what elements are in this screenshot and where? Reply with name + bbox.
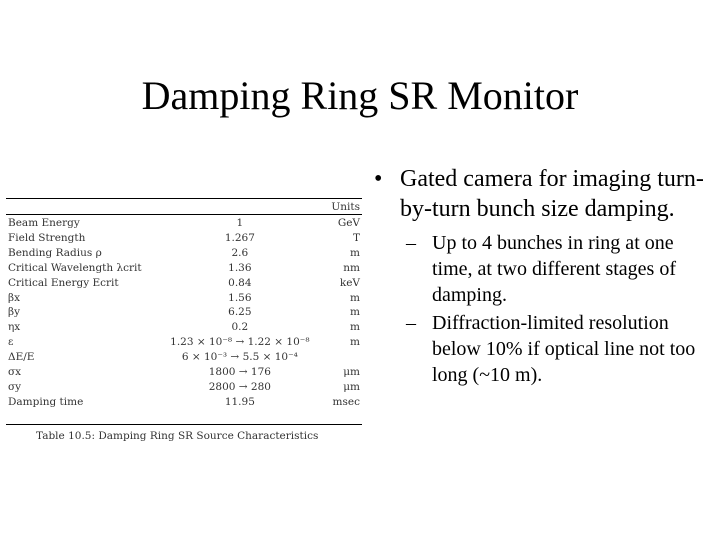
row-value: 2.6 [231,246,249,259]
table-row [6,320,362,335]
row-label: Bending Radius ρ [8,246,102,259]
row-value: 0.84 [228,276,252,289]
row-label: Field Strength [8,231,86,244]
row-unit: m [350,246,360,259]
row-value: 1.267 [224,231,255,244]
bullet-mark: • [374,166,383,192]
row-value: 1 [236,217,244,229]
row-label: Beam Energy [8,217,80,229]
row-unit: m [350,336,360,349]
row-label: Critical Wavelength λcrit [8,261,142,274]
row-value: 6.25 [228,306,252,319]
row-label: ε [8,336,14,349]
bullet-item [368,164,708,224]
table-row [6,276,362,291]
table-header-label [6,200,157,214]
sub-bullet-text: Up to 4 bunches in ring at one time, at two different stages of damping. [432,232,677,306]
table-row [6,214,362,231]
table-row [6,350,362,365]
row-label: βy [8,306,21,319]
table-row [6,365,362,380]
row-value: 1800 → 176 [208,366,271,379]
row-label: ΔE/E [8,351,35,364]
source-table [6,200,362,410]
row-value: 0.2 [231,321,249,334]
table-header-units: Units [331,201,360,213]
slide-title: Damping Ring SR Monitor [141,73,579,118]
row-unit: T [352,231,360,244]
row-label: βx [8,291,20,304]
table-top-rule [6,198,362,199]
row-unit: μm [343,366,360,379]
row-unit: m [350,291,360,304]
row-label: ηx [8,321,21,334]
sub-bullet-mark: – [406,312,416,334]
table-header-value [157,200,322,214]
table-row [6,231,362,246]
row-value: 11.95 [224,395,255,408]
source-characteristics-table-image [6,198,362,458]
row-value: 6 × 10⁻³ → 5.5 × 10⁻⁴ [181,351,298,364]
table-caption: Table 10.5: Damping Ring SR Source Characteristics [36,430,319,442]
table-row [6,380,362,395]
row-label: Critical Energy Ecrit [8,276,119,289]
source-table-body [6,200,362,410]
bullet-list [368,164,708,390]
row-value: 1.23 × 10⁻⁸ → 1.22 × 10⁻⁸ [170,336,310,349]
table-row [6,246,362,261]
table-row [6,335,362,350]
row-label: σy [8,380,22,393]
row-unit: μm [343,380,360,393]
row-value: 2800 → 280 [208,380,271,393]
row-value: 1.56 [228,291,252,304]
row-unit: GeV [337,217,360,229]
bullet-text: Gated camera for imaging turn-by-turn bunch size damping. [400,166,704,222]
table-row [6,395,362,410]
sub-bullet-item [368,230,708,308]
sub-bullet-item [368,310,708,388]
row-unit: keV [339,276,360,289]
row-value: 1.36 [228,261,252,274]
row-label: Damping time [8,395,84,408]
row-unit: nm [343,261,360,274]
sub-bullet-list [368,230,708,388]
table-row [6,291,362,306]
row-label: σx [8,366,22,379]
table-header-row [6,200,362,214]
table-row [6,261,362,276]
row-unit [322,350,362,365]
table-bottom-rule [6,424,362,425]
sub-bullet-text: Diffraction-limited resolution below 10% if optical line not too long (~10 m). [432,312,696,386]
row-unit: msec [332,395,360,408]
sub-bullet-mark: – [406,232,416,254]
row-unit: m [350,321,360,334]
row-unit: m [350,306,360,319]
table-row [6,305,362,320]
